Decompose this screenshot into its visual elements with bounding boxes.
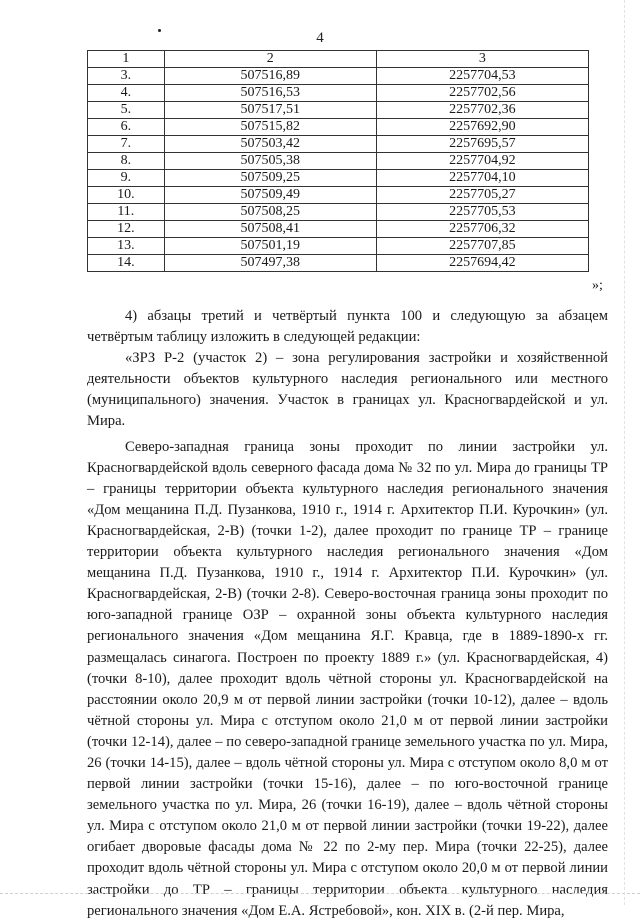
table-row bbox=[88, 85, 589, 102]
y-coordinate: 2257706,32 bbox=[376, 221, 588, 238]
x-coordinate: 507516,89 bbox=[164, 68, 376, 85]
x-coordinate: 507515,82 bbox=[164, 119, 376, 136]
point-number: 10. bbox=[88, 187, 165, 204]
y-coordinate: 2257705,53 bbox=[376, 204, 588, 221]
table-row bbox=[88, 221, 589, 238]
header-cell: 2 bbox=[164, 51, 376, 68]
x-coordinate: 507503,42 bbox=[164, 136, 376, 153]
table-row bbox=[88, 119, 589, 136]
y-coordinate: 2257704,10 bbox=[376, 170, 588, 187]
point-number: 6. bbox=[88, 119, 165, 136]
table-row bbox=[88, 204, 589, 221]
x-coordinate: 507508,25 bbox=[164, 204, 376, 221]
point-number: 9. bbox=[88, 170, 165, 187]
point-number: 5. bbox=[88, 102, 165, 119]
x-coordinate: 507508,41 bbox=[164, 221, 376, 238]
table-closing-quote: »; bbox=[592, 278, 603, 293]
x-coordinate: 507509,49 bbox=[164, 187, 376, 204]
point-number: 3. bbox=[88, 68, 165, 85]
x-coordinate: 507497,38 bbox=[164, 255, 376, 272]
y-coordinate: 2257702,36 bbox=[376, 102, 588, 119]
paragraph-amendment: 4) абзацы третий и четвёртый пункта 100 и следующую за абзацем четвёртым таблицу изложить в следующей редакции: bbox=[87, 308, 608, 346]
point-number: 13. bbox=[88, 238, 165, 255]
y-coordinate: 2257704,92 bbox=[376, 153, 588, 170]
scan-edge-bottom bbox=[0, 893, 640, 895]
table-row bbox=[88, 255, 589, 272]
header-cell: 3 bbox=[376, 51, 588, 68]
table-row bbox=[88, 136, 589, 153]
y-coordinate: 2257707,85 bbox=[376, 238, 588, 255]
y-coordinate: 2257704,53 bbox=[376, 68, 588, 85]
paragraph-boundary-description: Северо-западная граница зоны проходит по линии застройки ул. Красногвардейской вдоль северного фасада дома № 32 по ул. Мира до границы ТР – границы территории объекта культурного наследия регионального значения «Дом мещанина П.Д. Пузанкова, 1910 г., 1914 г. Архитектор П.И. Курочкин» (ул. Красногвардейская, 2-В) (точки 1-2), далее проходит по границе ТР – границе территории объекта культурного наследия регионального значения «Дом мещанина П.Д. Пузанкова, 1910 г., 1914 г. Архитектор П.И. Курочкин» (ул. Красногвардейская, 2-В) (точки 2-8). Северо-восточная граница зоны проходит по юго-западной границе ОЗР – охранной зоны объекта культурного наследия регионального значения «Дом мещанина Я.Г. Кравца, где в 1889-1890-х гг. размещалась синагога. Построен по проекту 1889 г.» (ул. Красногвардейская, 4) (точки 8-10), далее проходит вдоль чётной стороны ул. Красногвардейской на расстоянии около 20,9 м от первой линии застройки (точки 10-12), далее – вдоль чётной стороны ул. Мира с отступом около 21,0 м от первой линии застройки (точки 12-14), далее – по северо-западной границе земельного участка по ул. Мира, 26 (точки 14-15), далее – вдоль чётной стороны ул. Мира с отступом около 8,0 м от первой линии застройки (точки 15-16), далее – по юго-восточной границе земельного участка по ул. Мира, 26 (точки 16-19), далее – вдоль чётной стороны ул. Мира с отступом около 21,0 м от первой линии застройки (точки 19-22), далее огибает дворовые фасады дома № 22 по 2-му пер. Мира (точки 22-25), далее проходит вдоль чётной стороны ул. Мира с отступом около 20,0 м от первой линии застройки до ТР – границы территории объекта культурного наследия регионального значения «Дом Е.А. Ястребовой», кон. XIX в. (2-й пер. Мира, bbox=[87, 438, 608, 919]
page-number: 4 bbox=[316, 30, 324, 46]
table-row bbox=[88, 68, 589, 85]
document-body bbox=[87, 306, 608, 922]
x-coordinate: 507505,38 bbox=[164, 153, 376, 170]
table-header-row bbox=[88, 51, 589, 68]
coordinates-table bbox=[87, 50, 589, 272]
point-number: 7. bbox=[88, 136, 165, 153]
x-coordinate: 507517,51 bbox=[164, 102, 376, 119]
scan-edge-right bbox=[624, 0, 626, 905]
point-number: 11. bbox=[88, 204, 165, 221]
y-coordinate: 2257694,42 bbox=[376, 255, 588, 272]
y-coordinate: 2257702,56 bbox=[376, 85, 588, 102]
x-coordinate: 507516,53 bbox=[164, 85, 376, 102]
x-coordinate: 507509,25 bbox=[164, 170, 376, 187]
point-number: 12. bbox=[88, 221, 165, 238]
header-cell: 1 bbox=[88, 51, 165, 68]
table-row bbox=[88, 170, 589, 187]
table-row bbox=[88, 102, 589, 119]
point-number: 8. bbox=[88, 153, 165, 170]
point-number: 4. bbox=[88, 85, 165, 102]
y-coordinate: 2257692,90 bbox=[376, 119, 588, 136]
y-coordinate: 2257705,27 bbox=[376, 187, 588, 204]
x-coordinate: 507501,19 bbox=[164, 238, 376, 255]
y-coordinate: 2257695,57 bbox=[376, 136, 588, 153]
scan-dot bbox=[158, 29, 161, 32]
paragraph-zone-definition: «ЗРЗ Р-2 (участок 2) – зона регулирования застройки и хозяйственной деятельности объектов культурного наследия регионального или местного (муниципального) значения. Участок в границах ул. Красногвардейской и ул. Мира. bbox=[87, 350, 608, 430]
table-row bbox=[88, 187, 589, 204]
table-row bbox=[88, 238, 589, 255]
table-row bbox=[88, 153, 589, 170]
point-number: 14. bbox=[88, 255, 165, 272]
